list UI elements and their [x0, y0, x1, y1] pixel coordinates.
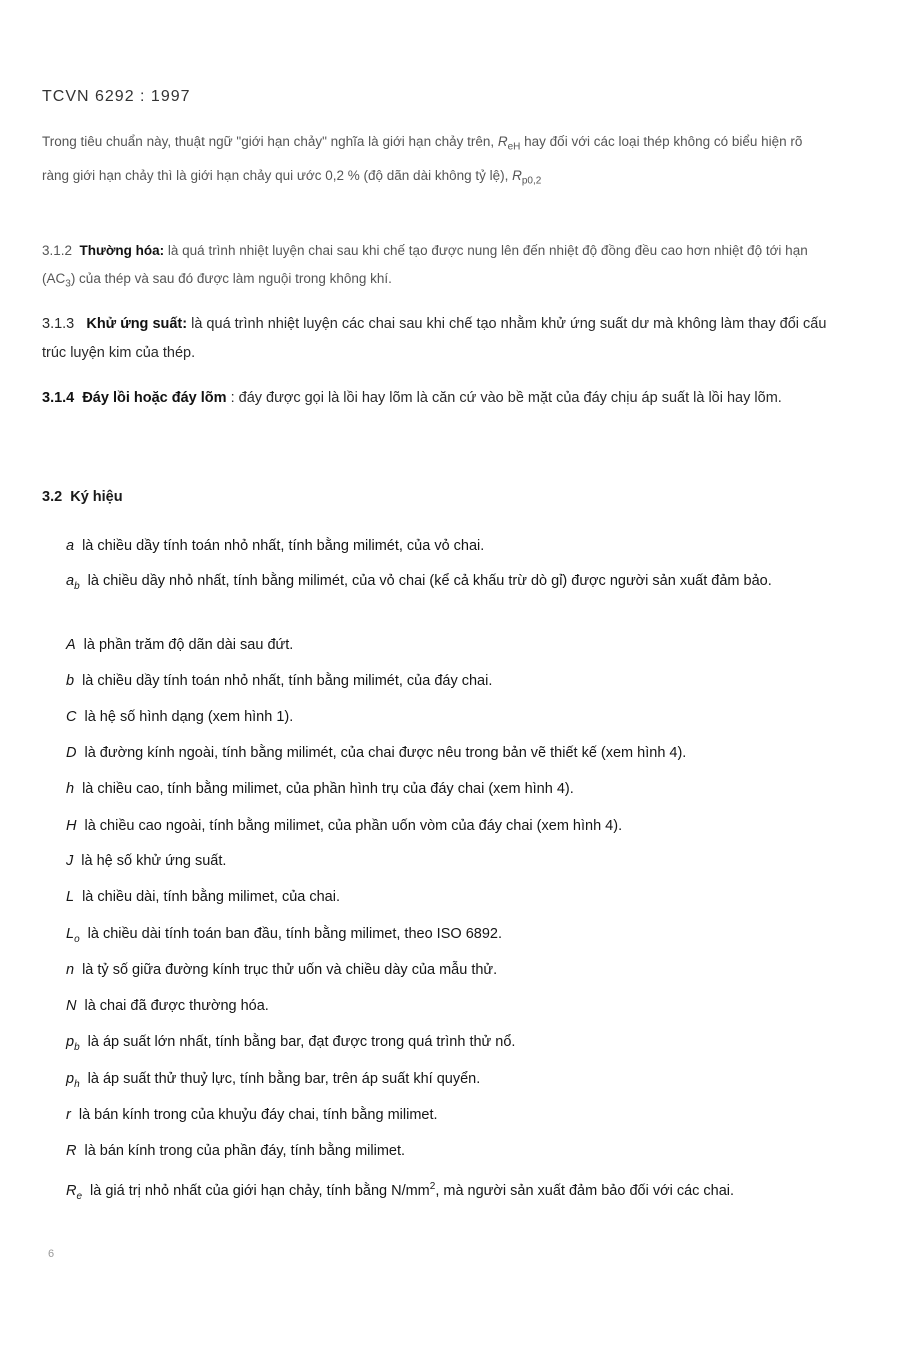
section-3-1-3: [42, 310, 832, 368]
symbol-desc: là hệ số hình dạng (xem hình 1).: [84, 709, 294, 725]
symbol-letter: $L_o$: [66, 926, 80, 945]
symbol-item: [66, 1138, 836, 1165]
symbol-desc: là áp suất lớn nhất, tính bằng bar, đạt được trong quá trình thử nổ.: [87, 1034, 516, 1050]
symbol-letter: N: [66, 998, 77, 1014]
intro-subscript-1: eH: [507, 141, 521, 153]
section-title: Ký hiệu: [70, 489, 123, 505]
symbol-letter: $a_b$: [66, 573, 80, 592]
symbol-desc: là đường kính ngoài, tính bằng milimét, của chai được nêu trong bản vẽ thiết kế (xem hình 4).: [84, 745, 687, 761]
section-term: Khử ứng suất:: [86, 316, 188, 332]
section-number: 3.2: [42, 489, 63, 505]
symbol-item: [66, 704, 836, 731]
symbol-item: [66, 921, 836, 953]
symbol-desc: là chiều dài, tính bằng milimet, của chai.: [82, 889, 340, 905]
symbol-item: [66, 740, 836, 767]
symbol-item: [66, 1029, 836, 1061]
section-term: Đáy lồi hoặc đáy lõm: [82, 390, 227, 406]
section-subscript: 3: [65, 278, 71, 290]
symbol-item: [66, 813, 836, 840]
symbol-letter: R: [66, 1143, 77, 1159]
symbol-letter: C: [66, 709, 77, 725]
symbol-desc: là phần trăm độ dãn dài sau đứt.: [83, 637, 294, 653]
symbol-desc: là chiều dầy tính toán nhỏ nhất, tính bằng milimét, của đáy chai.: [82, 673, 493, 689]
section-text: : đáy được gọi là lồi hay lõm là căn cứ vào bề mặt của đáy chịu áp suất là lồi hay lõm.: [226, 390, 782, 406]
symbol-desc: là tỷ số giữa đường kính trục thử uốn và chiều dày của mẫu thử.: [82, 962, 498, 978]
symbol-item: [66, 884, 836, 911]
symbol-item: [66, 533, 836, 560]
symbol-desc-end: , mà người sản xuất đảm bảo đối với các chai.: [435, 1182, 735, 1199]
section-term: Thường hóa:: [79, 243, 165, 258]
section-number: 3.1.2: [42, 243, 73, 258]
symbol-item: [66, 776, 836, 803]
intro-symbol-1: R: [497, 134, 508, 149]
section-3-1-4: [42, 384, 832, 413]
symbol-letter: a: [66, 538, 75, 554]
document-header: TCVN 6292 : 1997: [42, 88, 191, 105]
symbol-item: [66, 993, 836, 1020]
section-3-1-2: [42, 237, 832, 299]
symbol-item: [66, 1066, 836, 1098]
symbol-desc: là bán kính trong của khuỷu đáy chai, tính bằng milimet.: [78, 1107, 438, 1123]
symbol-desc: là chiều dầy nhỏ nhất, tính bằng milimét, của vỏ chai (kể cả khấu trừ dò gỉ) được người sản xuất đảm bảo.: [87, 573, 772, 589]
section-text: là quá trình nhiệt luyện các chai sau khi chế tạo nhằm khử ứng suất dư mà không làm thay đổi cấu trúc luyện kim của thép.: [42, 316, 827, 361]
symbol-desc: là bán kính trong của phần đáy, tính bằng milimet.: [84, 1143, 406, 1159]
symbol-letter: H: [66, 818, 77, 834]
symbol-desc: là chiều dầy tính toán nhỏ nhất, tính bằng milimét, của vỏ chai.: [82, 538, 485, 554]
page-number: 6: [48, 1248, 55, 1260]
intro-symbol-2: R: [512, 167, 522, 183]
symbol-item: [66, 848, 836, 875]
section-text-end: ) của thép và sau đó được làm nguội trong không khí.: [70, 271, 392, 286]
symbol-desc: là giá trị nhỏ nhất của giới hạn chảy, tính bằng N/mm: [90, 1182, 430, 1199]
intro-paragraph: [42, 128, 832, 195]
symbol-desc: là chiều cao ngoài, tính bằng milimet, của phần uốn vòm của đáy chai (xem hình 4).: [84, 818, 623, 834]
symbol-desc: là chai đã được thường hóa.: [84, 998, 269, 1014]
symbol-superscript: 2: [429, 1181, 436, 1192]
symbol-letter: $p_b$: [66, 1034, 80, 1053]
intro-subscript-2: p0,2: [521, 175, 542, 187]
symbol-letter: n: [66, 962, 75, 978]
symbol-item: [66, 1102, 836, 1129]
intro-text-2: hay đối với các loại thép không có biểu hiện rõ ràng giới hạn chảy thì là giới hạn chảy qui ước 0,2 % (độ dãn dài không tỷ lệ),: [42, 134, 803, 183]
symbol-desc: là chiều dài tính toán ban đầu, tính bằng milimet, theo ISO 6892.: [87, 926, 502, 942]
symbol-letter: r: [66, 1107, 71, 1123]
section-text: là quá trình nhiệt luyện chai sau khi chế tạo được nung lên đến nhiệt độ đồng đều cao hơn nhiệt độ tới hạn (AC: [42, 243, 808, 286]
symbol-letter: $p_h$: [66, 1071, 80, 1090]
symbol-item: [66, 957, 836, 984]
symbol-letter: $R_e$: [66, 1182, 83, 1202]
symbol-item: [66, 632, 836, 659]
symbol-item: [66, 568, 836, 600]
symbol-item-re: [66, 1173, 836, 1210]
section-number: 3.1.3: [42, 316, 75, 332]
symbol-letter: D: [66, 745, 77, 761]
section-3-2-heading: [42, 489, 123, 505]
symbol-letter: h: [66, 781, 75, 797]
symbol-desc: là áp suất thử thuỷ lực, tính bằng bar, trên áp suất khí quyển.: [87, 1071, 481, 1087]
intro-text-1: Trong tiêu chuẩn này, thuật ngữ "giới hạn chảy" nghĩa là giới hạn chảy trên,: [42, 134, 498, 149]
symbol-item: [66, 668, 836, 695]
symbol-letter: A: [66, 637, 76, 653]
symbol-letter: J: [66, 853, 74, 869]
symbol-desc: là hệ số khử ứng suất.: [81, 853, 227, 869]
symbol-desc: là chiều cao, tính bằng milimet, của phần hình trụ của đáy chai (xem hình 4).: [82, 781, 574, 797]
symbol-letter: b: [66, 673, 75, 689]
symbol-letter: L: [66, 889, 75, 905]
section-number: 3.1.4: [42, 390, 75, 406]
